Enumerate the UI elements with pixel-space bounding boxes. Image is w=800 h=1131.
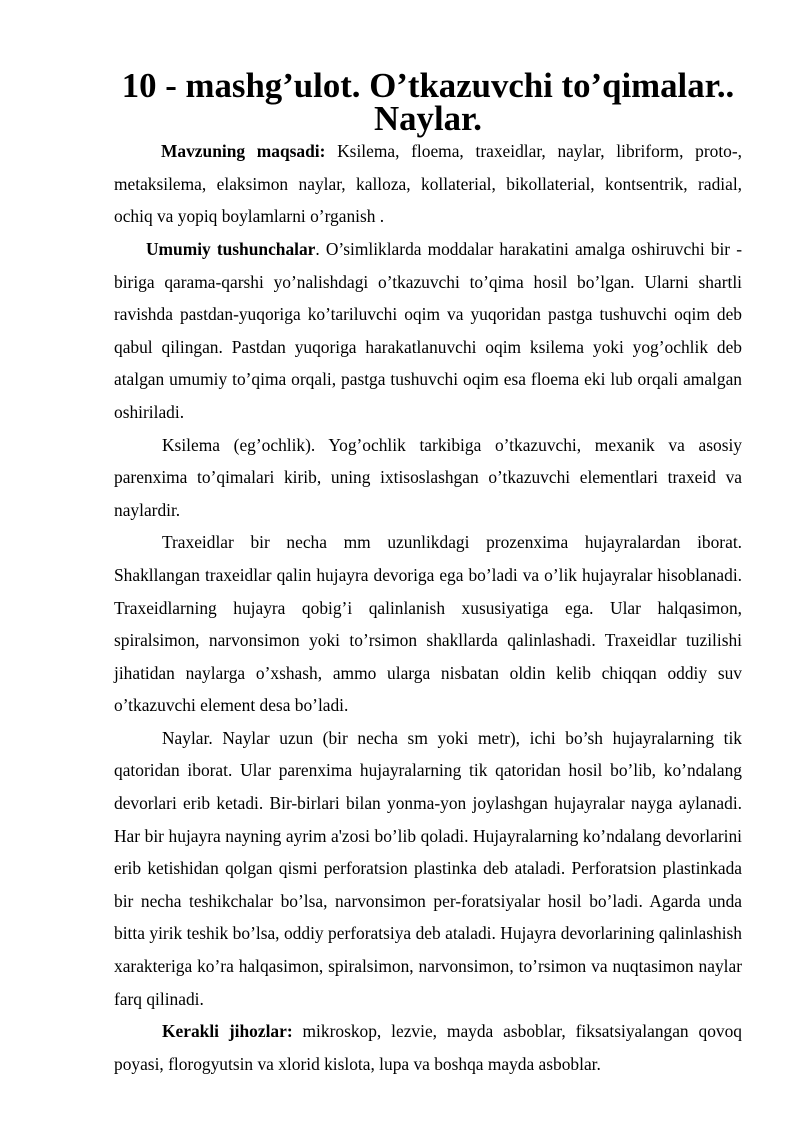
equipment-lead: Kerakli jihozlar:: [162, 1021, 293, 1042]
goal-paragraph: [114, 135, 742, 233]
vessels-paragraph: Naylar. Naylar uzun (bir necha sm yoki metr), ichi bo’sh hujayralarning tik qatoridan iborat. Ular parenxima hujayralarning tik qatoridan hosil bo’lib, ko’ndalang devorlari erib ketadi. Bir-birlari bilan yonma-yon joylashgan hujayralar nayga aylanadi. Har bir hujayra nayning ayrim a'zosi bo’lib qoladi. Hujayralarning ko’ndalang devorlarini erib ketishidan qolgan qismi perforatsion plastinka deb ataladi. Perforatsion plastinkada bir necha teshikchalar bo’lsa, narvonsimon per-foratsiyalar hosil bo’ladi. Agarda unda bitta yirik teshik bo’lsa, oddiy perforatsiya deb ataladi. Hujayra devorlarining qalinlashish xarakteriga ko’ra halqasimon, spiralsimon, narvonsimon, to’rsimon va nuqtasimon naylar farq qilinadi.: [114, 727, 742, 1009]
goal-lead: Mavzuning maqsadi:: [161, 141, 326, 162]
document-page: [114, 66, 743, 1080]
equipment-text: mikroskop, lezvie, mayda asboblar, fiksatsiyalangan qovoq poyasi, florogyutsin va xlorid kislota, lupa va boshqa mayda asboblar.: [114, 1021, 743, 1074]
concepts-text: . O’simliklarda moddalar harakatini amalga oshiruvchi bir - biriga qarama-qarshi yo’nalishdagi o’tkazuvchi to’qima hosil bo’lgan. Ularni shartli ravishda pastdan-yuqoriga ko’tariluvchi oqim va yuqoridan pastga tushuvchi oqim deb qabul qilingan. Pastdan yuqoriga harakatlanuvchi oqim ksilema yoki yog’ochlik deb atalgan umumiy to’qima orqali, pastga tushuvchi oqim esa floema eki lub orqali amalgan oshiriladi.: [114, 238, 742, 422]
concepts-lead: Umumiy tushunchalar: [146, 238, 316, 259]
goal-text: Ksilema, floema, traxeidlar, naylar, libriform, proto-, metaksilema, elaksimon naylar, kalloza, kollaterial, bikollaterial, kontsentrik, radial, ochiq va yopiq boylamlarni o’rganish .: [114, 141, 742, 227]
page-title: 10 - mashg’ulot. O’tkazuvchi to’qimalar.. Naylar.: [121, 66, 735, 138]
tracheids-paragraph: Traxeidlar bir necha mm uzunlikdagi prozenxima hujayralardan iborat. Shakllangan traxeidlar qalin hujayra devoriga ega bo’ladi va o’lik hujayralar hisoblanadi. Traxeidlarning hujayra qobig’i qalinlanish xususiyatiga ega. Ular halqasimon, spiralsimon, narvonsimon yoki to’rsimon shakllarda qalinlashadi. Traxeidlar tuzilishi jihatidan naylarga o’xshash, ammo ularga nisbatan oldin kelib chiqqan oddiy suv o’tkazuvchi element desa bo’ladi.: [114, 532, 742, 716]
xylem-paragraph: Ksilema (eg’ochlik). Yog’ochlik tarkibiga o’tkazuvchi, mexanik va asosiy parenxima to’qimalari kirib, uning ixtisoslashgan o’tkazuvchi elementlari traxeid va naylardir.: [114, 434, 742, 520]
concepts-paragraph: [114, 233, 742, 429]
equipment-paragraph: [114, 1015, 742, 1080]
